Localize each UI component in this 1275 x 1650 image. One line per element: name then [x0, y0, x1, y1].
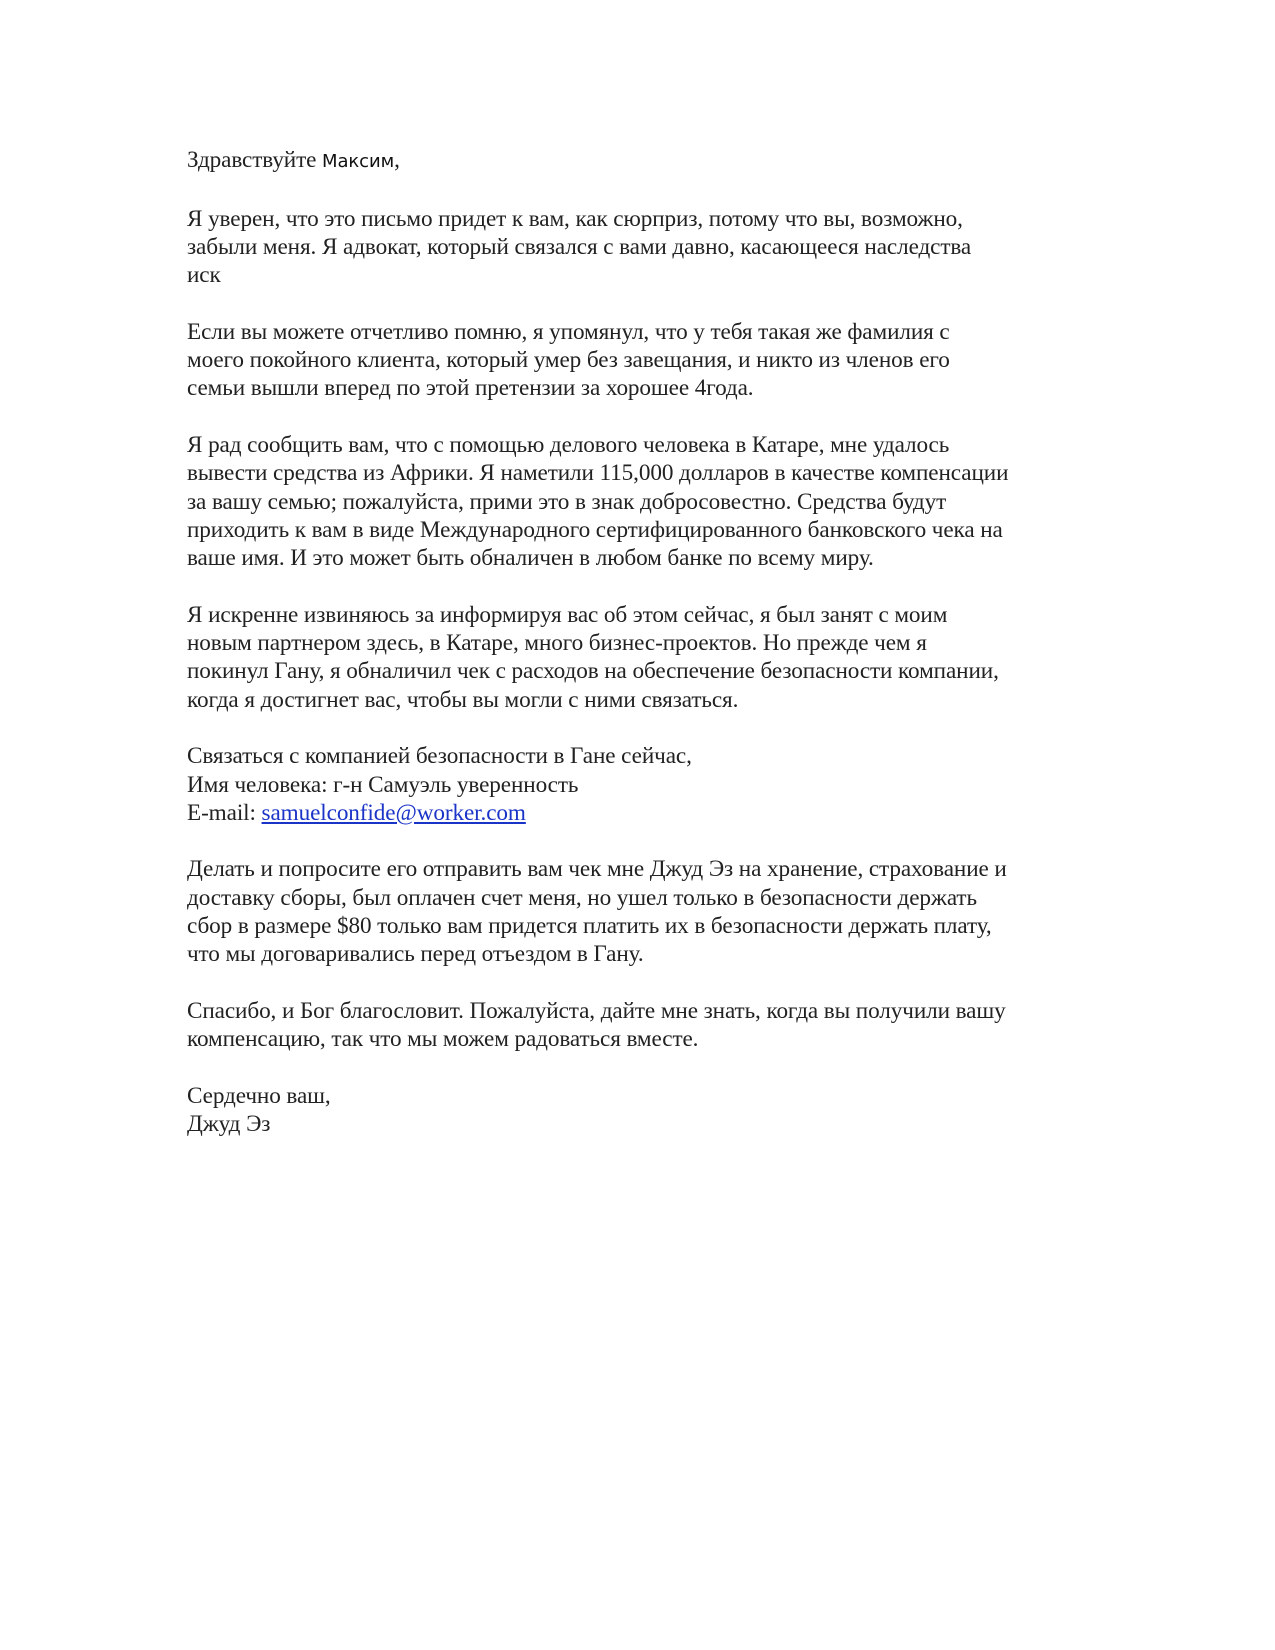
text-line: забыли меня. Я адвокат, который связался с вами давно, касающееся наследства: [187, 233, 972, 260]
sign-off: [187, 1082, 1097, 1139]
text-line: Я уверен, что это письмо придет к вам, как сюрприз, потому что вы, возможно,: [187, 205, 963, 232]
paragraph-compensation: [187, 431, 1097, 572]
paragraph-apology: [187, 601, 1097, 714]
text-line: покинул Гану, я обналичил чек с расходов на обеспечение безопасности компании,: [187, 658, 999, 685]
paragraph-fees: [187, 855, 1097, 968]
text-line: семьи вышли вперед по этой претензии за хорошее 4года.: [187, 375, 754, 402]
paragraph-surname: [187, 318, 1097, 403]
text-line: Если вы можете отчетливо помню, я упомянул, что у тебя такая же фамилия с: [187, 318, 950, 345]
contact-intro: Связаться с компанией безопасности в Гане сейчас,: [187, 743, 692, 770]
text-line: вывести средства из Африки. Я наметили 115,000 долларов в качестве компенсации: [187, 460, 1009, 487]
email-link[interactable]: samuelconfide@worker.com: [261, 799, 526, 826]
text-line: Делать и попросите его отправить вам чек мне Джуд Эз на хранение, страхование и: [187, 856, 1007, 883]
closing: Сердечно ваш,: [187, 1082, 331, 1109]
text-line: приходить к вам в виде Международного сертифицированного банковского чека на: [187, 516, 1003, 543]
text-line: Я искренне извиняюсь за информируя вас об этом сейчас, я был занят с моим: [187, 601, 948, 628]
email-label: E-mail:: [187, 799, 262, 826]
text-line: ваше имя. И это может быть обналичен в любом банке по всему миру.: [187, 545, 874, 572]
text-line: моего покойного клиента, который умер без завещания, и никто из членов его: [187, 347, 950, 374]
text-line: иск: [187, 262, 221, 289]
text-line: за вашу семью; пожалуйста, прими это в знак добросовестно. Средства будут: [187, 488, 947, 515]
contact-email-line: [187, 799, 1097, 827]
text-line: Я рад сообщить вам, что с помощью делового человека в Катаре, мне удалось: [187, 431, 950, 458]
text-line: когда я достигнет вас, чтобы вы могли с ними связаться.: [187, 686, 739, 713]
contact-block: [187, 742, 1097, 827]
text-line: новым партнером здесь, в Катаре, много бизнес-проектов. Но прежде чем я: [187, 630, 927, 657]
paragraph-surprise: [187, 205, 1097, 290]
contact-person: Имя человека: г-н Самуэль уверенность: [187, 771, 579, 798]
text-line: сбор в размере $80 только вам придется платить их в безопасности держать плату,: [187, 913, 992, 940]
signature: Джуд Эз: [187, 1111, 271, 1138]
text-line: доставку сборы, был оплачен счет меня, но ушел только в безопасности держать: [187, 884, 977, 911]
paragraph-thanks: [187, 997, 1097, 1054]
recipient-name: Максим: [322, 151, 395, 172]
text-line: компенсацию, так что мы можем радоваться вместе.: [187, 1026, 699, 1053]
text-line: Спасибо, и Бог благословит. Пожалуйста, дайте мне знать, когда вы получили вашу: [187, 997, 1006, 1024]
greeting: [187, 146, 1097, 176]
greeting-suffix: ,: [394, 147, 400, 173]
greeting-prefix: Здравствуйте: [187, 147, 317, 173]
letter-body: [187, 146, 1097, 1167]
text-line: что мы договаривались перед отъездом в Гану.: [187, 941, 644, 968]
